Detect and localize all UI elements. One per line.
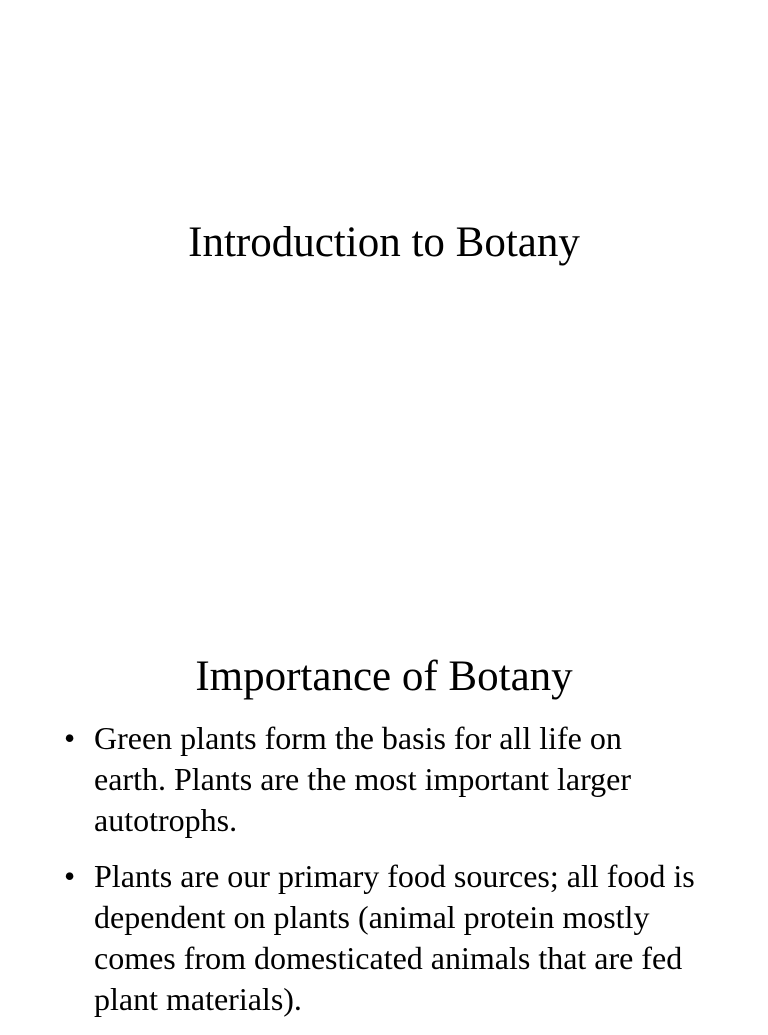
bullet-item-1 <box>60 718 700 841</box>
slide-title-importance: Importance of Botany <box>195 653 573 700</box>
bullet-icon: • <box>64 720 76 756</box>
bullet-item-2 <box>60 856 700 1020</box>
slide-title-introduction: Introduction to Botany <box>188 219 580 266</box>
bullet-text: Green plants form the basis for all life on earth. Plants are the most important larger autotrophs. <box>94 720 632 838</box>
bullet-list <box>60 718 700 1035</box>
bullet-text: Plants are our primary food sources; all food is dependent on plants (animal protein mostly comes from domesticated animals that are fed plant materials). <box>94 858 695 1017</box>
bullet-icon: • <box>64 858 76 894</box>
